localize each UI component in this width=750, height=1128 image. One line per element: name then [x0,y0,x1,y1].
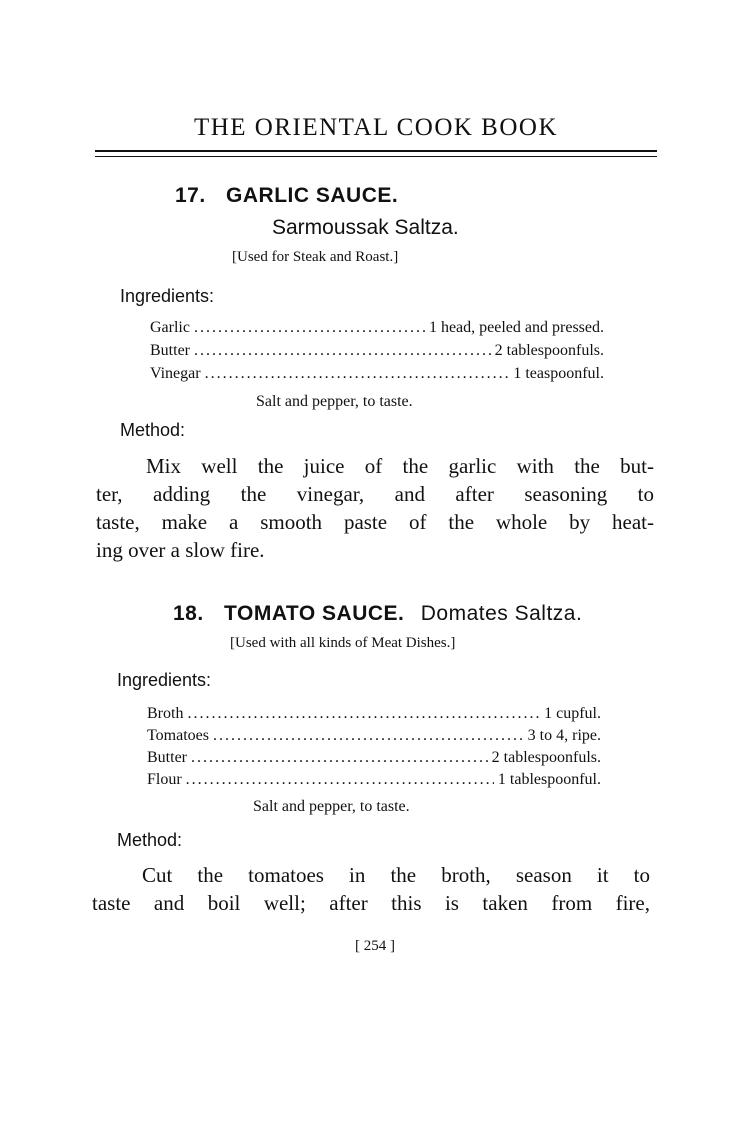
recipe-17-ingredients-label: Ingredients: [120,286,215,306]
header-rule-thin [95,156,657,157]
method-line: Mix well the juice of the garlic with the but- [146,454,654,478]
ingredient-row [150,319,604,337]
ingredient-name: Garlic [150,319,190,336]
leader-dots [191,749,488,767]
running-head: THE ORIENTAL COOK BOOK [193,114,559,141]
recipe-17-seasoning: Salt and pepper, to taste. [256,393,413,410]
ingredient-row [147,749,601,767]
ingredient-amount: 2 tablespoonfuls. [494,342,604,359]
recipe-18-method-label: Method: [117,830,183,850]
ingredient-name: Butter [147,749,187,766]
ingredient-amount: 1 head, peeled and pressed. [428,319,604,336]
recipe-18-subtitle: Domates Saltza. [420,602,583,625]
ingredient-name: Butter [150,342,190,359]
ingredient-name: Vinegar [150,365,201,382]
recipe-18-number: 18. [173,602,204,625]
recipe-18-note: [Used with all kinds of Meat Dishes.] [230,635,456,651]
method-line: ter, adding the vinegar, and after seasoning to [96,482,654,506]
recipe-18-seasoning: Salt and pepper, to taste. [253,798,410,815]
leader-dots [194,342,491,360]
method-line: taste, make a smooth paste of the whole by heat- [96,510,654,534]
ingredient-row [150,365,604,383]
ingredient-name: Tomatoes [147,727,209,744]
method-line: Cut the tomatoes in the broth, season it to [142,863,650,887]
leader-dots [187,705,540,723]
ingredient-amount: 3 to 4, ripe. [527,727,601,744]
recipe-17-title: GARLIC SAUCE. [226,184,399,207]
recipe-17-number: 17. [175,184,206,207]
recipe-17-method-label: Method: [120,420,186,440]
ingredient-amount: 1 tablespoonful. [497,771,601,788]
ingredient-name: Flour [147,771,182,788]
ingredient-amount: 1 teaspoonful. [513,365,604,382]
leader-dots [194,319,425,337]
ingredient-row [150,342,604,360]
leader-dots [213,727,524,745]
leader-dots [205,365,510,383]
ingredient-name: Broth [147,705,184,722]
ingredient-amount: 1 cupful. [544,705,601,722]
recipe-18-title: TOMATO SAUCE. [224,602,405,625]
header-rule-thick [95,150,657,152]
ingredient-amount: 2 tablespoonfuls. [491,749,601,766]
recipe-18-heading [173,602,582,626]
recipe-18-method [92,861,650,917]
ingredient-row [147,705,601,723]
recipe-17-heading [175,184,398,208]
leader-dots [186,771,494,789]
method-line: ing over a slow fire. [96,538,265,562]
ingredient-row [147,771,601,789]
recipe-18-ingredients-label: Ingredients: [117,670,212,690]
page-number: [ 254 ] [355,938,395,954]
ingredient-row [147,727,601,745]
method-line: taste and boil well; after this is taken from fire, [92,891,650,915]
recipe-17-note: [Used for Steak and Roast.] [232,249,399,265]
recipe-17-method [96,452,654,564]
recipe-17-subtitle: Sarmoussak Saltza. [272,216,459,239]
